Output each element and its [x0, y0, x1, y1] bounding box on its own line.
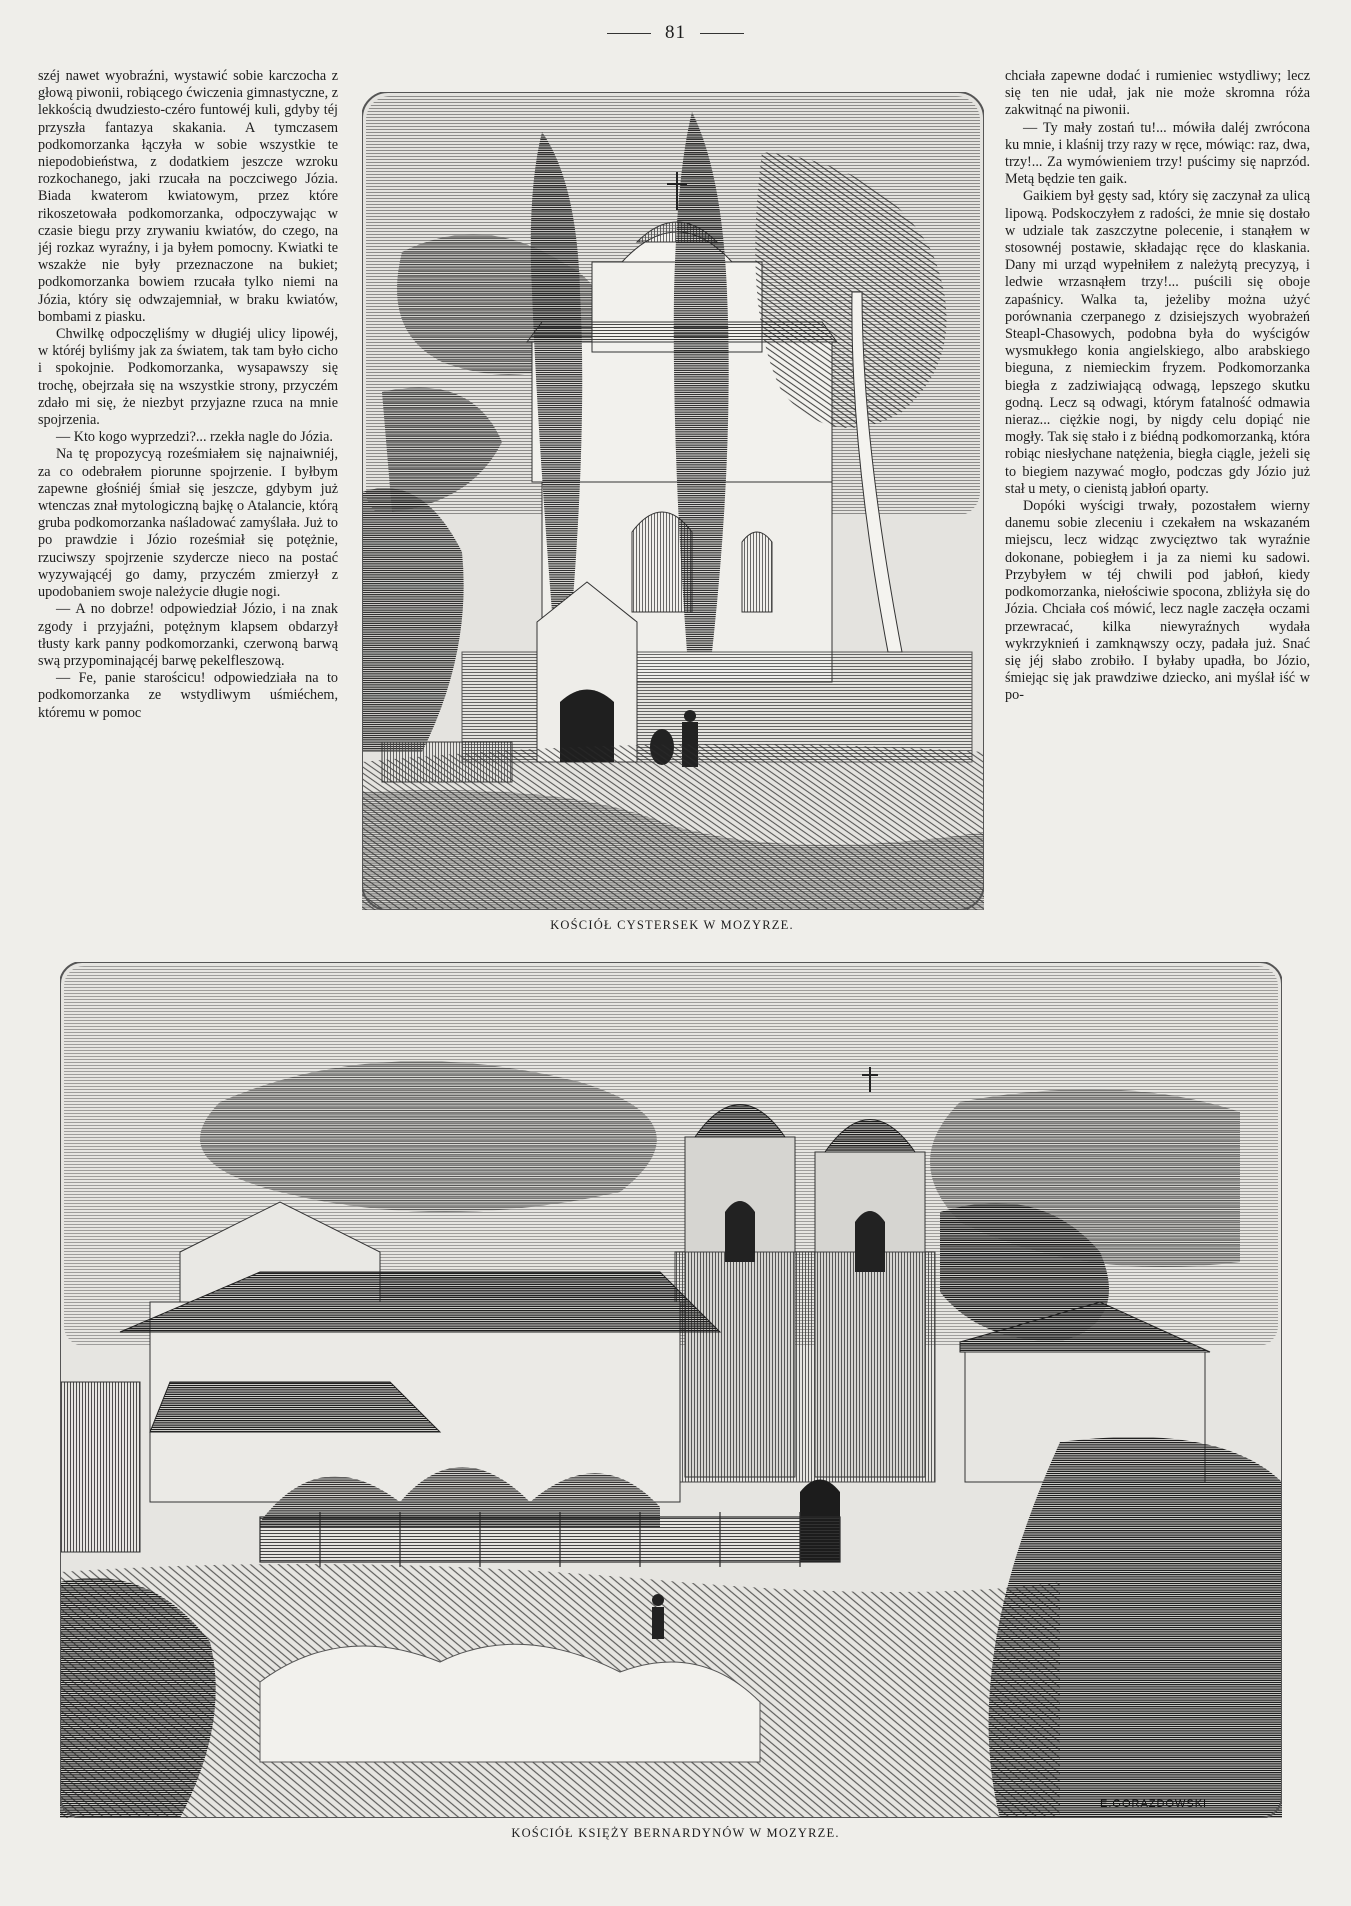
paragraph: Gaikiem był gęsty sad, który się zaczynał za ulicą lipową. Podskoczyłem z radości, że mnie się dostało w udziale tak zaszczytne polecenie, i stanąłem w stosownéj postawie, składając ręce do klaskania. Dany mi urząd wypełniłem z należytą precyzyą, i ledwie wrzasnąłem trzy!... puścili się oboje zapaśnicy. Walka ta, jeżeliby można użyć porównania czerpanego z dzisiejszych wyobrażeń Steapl-Chasowych, podobna była do wyścigów wysmukłego konia angielskiego, albo arabskiego bieguna, z niemieckim fryzem. Podkomorzanka biegła z zadziwiającą odwagą, lepszego skutku godną. Lecz są odwagi, którym fatalność odmawia nieraz... ciężkie nogi, by nigdy celu dopiąć nie mogły. Tak się stało i z biédną podkomorzanką, która robiąc niesłychane natężenia, biegła ciągle, jeżeli się to biegiem nazywać mogło, podczas gdy Józio już stał u mety, o cienistą jabłoń oparty.	[1005, 188, 1310, 497]
paragraph: chciała zapewne dodać i rumieniec wstydliwy; lecz się ten nie udał, jak nie może skromna róża zakwitnąć na piwonii.	[1005, 68, 1310, 119]
page-number-text: 81	[665, 22, 686, 43]
paragraph: — A no dobrze! odpowiedział Józio, i na znak zgody i przyjaźni, potężnym klapsem obdarzył tłusty kark panny podkomorzanki, czerwoną barwą swą przypominającéj barwę pekelfleszową.	[38, 601, 338, 669]
page-number-rule-right	[700, 33, 744, 34]
paragraph: — Fe, panie starościcu! odpowiedziała na to podkomorzanka ze wstydliwym uśmiéchem, któremu w pomoc	[38, 670, 338, 721]
caption-cistercian-church: KOŚCIÓŁ CYSTERSEK W MOZYRZE.	[550, 918, 794, 932]
right-text-column	[1005, 68, 1310, 936]
paragraph: — Kto kogo wyprzedzi?... rzekła nagle do Józia.	[56, 429, 333, 446]
engraver-signature: E.GORAZDOWSKI	[1100, 1798, 1208, 1810]
paragraph: — Ty mały zostań tu!... mówiła daléj zwrócona ku mnie, i klaśnij trzy razy w ręce, mówiąc: raz, dwa, trzy!... Za wymówieniem trzy! puścimy się naprzód. Metą będzie ten gaik.	[1005, 119, 1310, 188]
engraving-bernardine-church	[60, 962, 1282, 1818]
paragraph: Chwilkę odpoczęliśmy w długiéj ulicy lipowéj, w któréj byliśmy jak za światem, tak tam było cicho i spokojnie. Podkomorzanka, wysapawszy się trochę, obejrzała się na wszystkie strony, przyczém zdało mi się, że niezbyt przyjazne rzuca na mnie spojrzenia.	[38, 326, 338, 429]
engraving-cistercian-church	[362, 92, 984, 910]
left-text-column	[38, 68, 338, 936]
paragraph: széj nawet wyobraźni, wystawić sobie karczocha z głową piwonii, robiącego ćwiczenia gimnastyczne, z lekkością dwudziesto-czéro funtowéj kuli, gdyby téj przyszła fantazya skakania. A tymczasem podkomorzanka łączyła w sobie wszystkie te niepodobieństwa, z dodatkiem jeszcze wzroku rozkochanego, jaki rzucała na poczciwego Józia. Biada kwaterom kwiatowym, przez które rikoszetowała podkomorzanka, odpoczywając w czasie biegu przy zrywaniu kwiatów, do czego, na jéj rozkaz wyraźny, i ja byłem pomocny. Kwiatki te wszakże nie były przeznaczone na bukiet; podkomorzanka bowiem rzucała tylko niemi na Józia, który się odwzajemniał, w braku kwiatów, bombami z piasku.	[38, 68, 338, 325]
paragraph: Na tę propozycyą roześmiałem się najnaiwniéj, za co odebrałem piorunne spojrzenie. I byłbym zapewne głośniéj śmiał się jeszcze, gdybym już wtenczas znał mytologiczną bajkę o Atalancie, którą gruba podkomorzanka naśladować zamyślała. Już to po prawdzie i Józio roześmiał się potężnie, rzuciwszy spojrzenie szydercze nieco na postać wyzywającéj go damy, przyczém zmierzył z upodobaniem swoje należycie długie nogi.	[38, 446, 338, 601]
page-number-rule-left	[607, 33, 651, 34]
caption-bernardine-church: KOŚCIÓŁ KSIĘŻY BERNARDYNÓW W MOZYRZE.	[511, 1826, 840, 1840]
paragraph: Dopóki wyścigi trwały, pozostałem wierny danemu sobie zleceniu i czekałem na wskazaném miejscu, lecz widząc zwycięztwo tak wyraźnie dokonane, pobiegłem i ja za niemi ku sadowi. Przybyłem w téj chwili pod jabłoń, kiedy podkomorzanka, niełościwie spocona, zbliżyła się do Józia. Chciała coś mówić, lecz nagle zaczęła oczami przewracać, kilka niewyraźnych wydała wykrzyknień i zamknąwszy oczy, padała już. Snać się jéj słabo zrobiło. I byłaby upadła, bo Józio, śmiejąc się jak prawdziwe dziecko, ani myślał iść w po-	[1005, 498, 1310, 704]
page-number	[0, 22, 1351, 44]
